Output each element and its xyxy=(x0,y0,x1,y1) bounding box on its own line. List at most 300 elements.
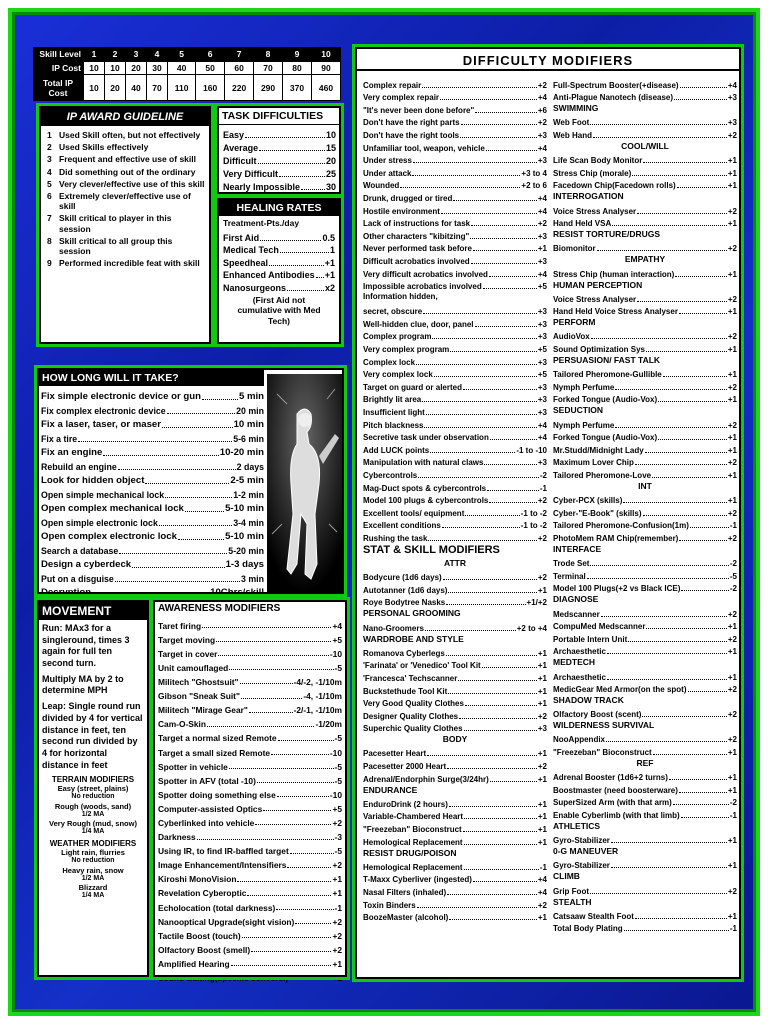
difficulty-modifier-name: Unfamiliar tool, weapon, vehicle xyxy=(363,143,485,153)
movement-panel xyxy=(37,600,149,977)
awareness-modifier-name: Militech "Ghostsuit" xyxy=(158,677,239,688)
awareness-modifier-value: +2 xyxy=(332,860,342,871)
difficulty-modifier-dots xyxy=(463,389,537,390)
difficulty-section-heading: ATHLETICS xyxy=(553,821,601,832)
difficulty-modifier-value: +5 xyxy=(537,370,547,380)
difficulty-modifier-value: +2 xyxy=(727,609,737,619)
ip-award-list xyxy=(41,126,209,268)
difficulty-modifier-row xyxy=(363,582,547,595)
difficulty-modifier-row xyxy=(363,897,547,910)
difficulty-modifier-dots xyxy=(673,804,729,805)
difficulty-modifier-value: +1 xyxy=(727,785,737,795)
awareness-modifier-value: -10 xyxy=(329,747,342,758)
difficulty-modifier-value: +1 xyxy=(537,825,547,835)
awareness-modifier-name: Tactile Boost (touch) xyxy=(158,930,241,941)
difficulty-modifier-dots xyxy=(463,831,537,832)
terrain-modifier-name: Very Rough (mud, snow) xyxy=(49,819,137,829)
difficulty-modifier-value: +1 xyxy=(727,672,737,682)
ip-award-text: Did something out of the ordinary xyxy=(59,166,196,177)
how-long-dots xyxy=(78,441,232,442)
difficulty-modifier-name: Autotanner (1d6 days) xyxy=(363,585,448,595)
healing-rates-note: (First Aid not cumulative with Med Tech) xyxy=(237,294,321,326)
awareness-modifier-value: +1 xyxy=(332,874,342,885)
how-long-row xyxy=(41,570,264,584)
difficulty-modifier-row xyxy=(553,165,737,178)
ip-award-num: 7 xyxy=(47,213,52,224)
difficulty-modifier-name: Roye Bodytree Nasks xyxy=(363,598,446,608)
difficulty-modifier-value: +3 xyxy=(537,231,547,241)
task-difficulties-list xyxy=(219,125,339,192)
how-long-row xyxy=(41,556,264,570)
skill-table-cell: 220 xyxy=(225,75,254,101)
difficulty-modifier-value: +2 xyxy=(727,294,737,304)
difficulty-modifier-name: Other characters "kibitzing" xyxy=(363,231,470,241)
skill-table-cell: 110 xyxy=(168,75,196,101)
ip-award-text: Very clever/effective use of this skill xyxy=(59,178,205,189)
difficulty-modifier-name: "It's never been done before" xyxy=(363,105,475,115)
difficulty-modifier-dots xyxy=(489,502,537,503)
how-long-dots xyxy=(118,469,236,470)
difficulty-modifier-name: Romanova Cyberlegs xyxy=(363,648,445,658)
difficulty-modifier-value: +1 xyxy=(727,836,737,846)
difficulty-modifier-row xyxy=(553,732,737,745)
healing-rates-header: Treatment-Pts./day xyxy=(223,218,300,228)
difficulty-modifier-row xyxy=(363,203,547,216)
ip-award-num: 8 xyxy=(47,235,52,246)
difficulty-modifier-value: +2 xyxy=(727,332,737,342)
difficulty-modifier-row xyxy=(363,392,547,405)
difficulty-modifier-name: Olfactory Boost (scent) xyxy=(553,710,642,720)
difficulty-modifier-name: Excellent tools/ equipment xyxy=(363,508,465,518)
how-long-row xyxy=(41,388,264,402)
difficulty-modifier-value: +3 xyxy=(537,332,547,342)
how-long-dots xyxy=(165,497,232,498)
difficulty-modifier-row xyxy=(363,771,547,784)
difficulty-modifier-name: Very Good Quality Clothes xyxy=(363,699,464,709)
healing-rate-name: First Aid xyxy=(223,232,260,243)
difficulty-modifier-row xyxy=(363,746,547,759)
difficulty-modifier-value: -2 xyxy=(729,798,737,808)
difficulty-column-left xyxy=(363,77,547,922)
difficulty-modifier-dots xyxy=(465,705,537,706)
awareness-modifier-row xyxy=(158,884,342,898)
ip-award-text: Skill critical to all group this session xyxy=(59,235,173,256)
difficulty-modifier-value: +1 xyxy=(727,269,737,279)
difficulty-modifier-row xyxy=(363,241,547,254)
difficulty-modifier-row xyxy=(553,530,737,543)
difficulty-modifier-dots xyxy=(413,162,537,163)
difficulty-modifier-row xyxy=(363,708,547,721)
difficulty-modifier-dots xyxy=(611,842,727,843)
difficulty-modifier-dots xyxy=(658,401,727,402)
ip-award-num: 4 xyxy=(47,166,52,177)
awareness-modifier-value: +2 xyxy=(332,818,342,828)
difficulty-modifier-name: Cybercontrols xyxy=(363,471,418,480)
difficulty-modifier-row xyxy=(363,884,547,897)
awareness-modifier-row xyxy=(158,827,342,841)
difficulty-modifier-row xyxy=(363,266,547,279)
difficulty-modifier-name: Hostile environment xyxy=(363,206,440,216)
task-difficulty-value: 15 xyxy=(325,143,336,153)
ip-award-num: 5 xyxy=(47,178,52,189)
skill-table-cell: 3 xyxy=(126,48,147,62)
difficulty-modifier-name: Life Scan Body Monitor xyxy=(553,156,643,166)
difficulty-modifier-dots xyxy=(680,87,727,88)
difficulty-modifier-row xyxy=(363,253,547,266)
ip-award-panel xyxy=(39,106,211,344)
difficulty-modifier-value: +1 xyxy=(727,370,737,380)
difficulty-modifier-dots xyxy=(460,137,537,138)
difficulty-modifier-value: +3 xyxy=(727,93,737,103)
awareness-modifier-row xyxy=(158,926,342,940)
difficulty-modifier-name: Brightly lit area xyxy=(363,395,422,405)
difficulty-modifier-row xyxy=(553,744,737,757)
awareness-modifier-row xyxy=(158,870,342,884)
difficulty-modifier-name: Rushing the task xyxy=(363,533,428,543)
awareness-modifier-name: Spotter in AFV (total -10) xyxy=(158,775,256,786)
difficulty-modifier-value: +3 xyxy=(537,395,547,405)
healing-rate-dots xyxy=(260,240,321,241)
difficulty-modifier-row xyxy=(363,341,547,354)
skill-table-cell: 2 xyxy=(105,48,126,62)
difficulty-modifier-dots xyxy=(486,150,537,151)
difficulty-section-heading: MEDTECH xyxy=(553,657,596,668)
how-long-name: Open simple electronic lock xyxy=(41,518,158,529)
difficulty-modifier-row xyxy=(363,77,547,90)
skill-table-cell: 460 xyxy=(311,75,340,101)
difficulty-modifier-name: "Freezeban" Bioconstruct xyxy=(553,748,652,758)
how-long-panel xyxy=(37,368,344,599)
how-long-dots xyxy=(202,399,238,400)
difficulty-modifier-name: Complex repair xyxy=(363,80,422,90)
awareness-modifier-row xyxy=(158,757,342,771)
difficulty-modifier-dots xyxy=(428,540,536,541)
difficulty-modifier-name: Well-hidden clue, door, panel xyxy=(363,319,474,329)
difficulty-modifier-name: Full-Spectrum Booster(+disease) xyxy=(553,80,679,90)
awareness-modifier-value: +2 xyxy=(332,930,342,941)
awareness-modifier-row xyxy=(158,630,342,644)
how-long-value: 10-20 min xyxy=(219,447,264,459)
difficulty-modifier-dots xyxy=(425,630,516,631)
difficulty-modifier-name: MedicGear Med Armor(on the spot) xyxy=(553,685,687,695)
difficulty-modifier-value: +1 xyxy=(727,156,737,166)
difficulty-modifier-row xyxy=(553,216,737,229)
difficulty-modifier-name: Grip Foot xyxy=(553,886,589,896)
difficulty-section-heading: CLIMB xyxy=(553,871,580,882)
how-long-dots xyxy=(145,483,229,484)
how-long-row xyxy=(41,528,264,542)
difficulty-modifier-name: Pitch blackness xyxy=(363,420,424,430)
difficulty-modifier-row xyxy=(363,115,547,128)
difficulty-modifier-name: Model 100 Plugs(+2 vs Black ICE) xyxy=(553,584,681,594)
difficulty-modifier-value: +2 xyxy=(727,685,737,695)
difficulty-modifier-name: Terminal xyxy=(553,571,586,581)
awareness-modifier-value: +2 xyxy=(332,916,342,927)
skill-table-row xyxy=(34,61,341,75)
difficulty-modifier-row xyxy=(363,140,547,153)
healing-rates-panel xyxy=(217,198,341,344)
difficulty-modifier-row xyxy=(553,304,737,317)
difficulty-modifier-name: Add LUCK points xyxy=(363,445,430,455)
difficulty-modifier-dots xyxy=(607,679,727,680)
how-long-value: 3-4 min xyxy=(233,518,264,529)
difficulty-section-heading: INTERFACE xyxy=(553,543,602,554)
difficulty-modifier-row xyxy=(363,442,547,455)
difficulty-modifier-value: +4 xyxy=(537,420,547,430)
difficulty-modifier-dots xyxy=(416,364,537,365)
difficulty-modifier-name: 'Francesca' Techscanner xyxy=(363,673,458,683)
awareness-modifier-dots xyxy=(241,698,302,699)
awareness-modifier-value: +2 xyxy=(332,973,342,984)
difficulty-modifier-dots xyxy=(448,693,537,694)
difficulty-modifier-value: +1 xyxy=(537,699,547,709)
healing-rate-row xyxy=(223,280,335,293)
how-long-dots xyxy=(167,413,235,414)
difficulty-modifier-dots xyxy=(423,313,537,314)
difficulty-modifier-row xyxy=(553,467,737,480)
difficulty-modifier-row xyxy=(553,266,737,279)
difficulty-modifier-row xyxy=(553,883,737,896)
cyberpunk-figure-image xyxy=(267,374,342,592)
difficulty-modifier-row xyxy=(363,570,547,583)
awareness-modifier-dots xyxy=(240,683,293,684)
difficulty-modifier-row xyxy=(363,670,547,683)
difficulty-modifier-value: +1 xyxy=(537,244,547,254)
skill-table-cell: 40 xyxy=(168,61,196,75)
difficulty-modifier-row xyxy=(363,658,547,671)
difficulty-section-heading: PERSUASION/ FAST TALK xyxy=(553,355,661,366)
task-difficulty-row xyxy=(223,127,336,140)
difficulty-modifier-row xyxy=(363,859,547,872)
weather-modifiers-title: WEATHER MODIFIERS xyxy=(49,839,137,849)
ip-award-item xyxy=(47,142,205,152)
weather-modifier-value: 1/4 MA xyxy=(81,892,105,900)
awareness-modifier-dots xyxy=(197,839,334,840)
task-difficulty-row xyxy=(223,140,336,153)
difficulty-modifier-row xyxy=(553,518,737,531)
difficulty-modifier-name: Pacesetter 2000 Heart xyxy=(363,762,447,772)
difficulty-modifier-dots xyxy=(590,124,727,125)
difficulty-modifier-row xyxy=(553,291,737,304)
skill-table-cell: 10 xyxy=(105,61,126,75)
healing-rate-dots xyxy=(269,265,324,266)
difficulty-modifier-value: +1 xyxy=(727,622,737,632)
difficulty-modifier-value: +1 xyxy=(537,648,547,658)
ip-award-num: 1 xyxy=(47,130,52,140)
difficulty-modifier-value: -2 xyxy=(729,584,737,594)
difficulty-modifier-row xyxy=(553,430,737,443)
difficulty-modifier-value: +2 xyxy=(727,382,737,392)
task-difficulty-value: 30 xyxy=(325,182,336,192)
awareness-modifier-name: Gibson "Sneak Suit" xyxy=(158,691,240,702)
difficulty-modifier-value: +5 xyxy=(537,345,547,355)
difficulty-section-heading: PERSONAL GROOMING xyxy=(363,608,461,619)
difficulty-modifier-dots xyxy=(674,99,727,100)
healing-rate-row xyxy=(223,243,335,256)
difficulty-modifier-value: +2 to +4 xyxy=(516,623,547,633)
awareness-modifier-row xyxy=(158,813,342,827)
difficulty-modifier-row xyxy=(553,556,737,569)
difficulty-modifier-row xyxy=(363,872,547,885)
awareness-modifier-value: +2 xyxy=(332,944,342,955)
difficulty-modifier-value: +3 to 4 xyxy=(521,168,547,178)
difficulty-modifier-name: Nasal Filters (inhaled) xyxy=(363,888,447,897)
awareness-modifier-value: -10 xyxy=(329,789,342,800)
difficulty-modifier-name: Hemological Replacement xyxy=(363,837,463,847)
difficulty-modifier-row xyxy=(363,796,547,809)
awareness-modifier-name: Sound Editing(specific convers.) xyxy=(158,973,289,984)
difficulty-modifier-row xyxy=(553,367,737,380)
difficulty-modifier-name: Web Foot xyxy=(553,118,590,128)
difficulty-modifier-value: +1 xyxy=(727,345,737,355)
awareness-modifier-dots xyxy=(263,810,331,811)
difficulty-modifier-name: Superchic Quality Clothes xyxy=(363,724,463,734)
difficulty-modifier-name: Tailored Pheromone-Love xyxy=(553,471,652,480)
difficulty-modifier-value: +4 xyxy=(537,206,547,216)
difficulty-modifier-row xyxy=(553,417,737,430)
awareness-modifier-name: Target a small sized Remote xyxy=(158,747,271,758)
difficulty-modifier-value: +1 xyxy=(727,496,737,506)
awareness-modifier-name: Cam-O-Skin xyxy=(158,719,206,730)
difficulty-modifier-dots xyxy=(412,175,520,176)
terrain-modifier-value: 1/4 MA xyxy=(81,828,105,836)
difficulty-modifier-value: +1 xyxy=(537,749,547,759)
difficulty-modifier-dots xyxy=(489,276,537,277)
difficulty-modifier-value: -1 xyxy=(729,811,737,821)
difficulty-category-heading: INT xyxy=(638,481,652,491)
difficulty-modifier-row xyxy=(553,631,737,644)
awareness-modifier-value: +4 xyxy=(332,620,342,631)
difficulty-modifier-value: +3 xyxy=(537,458,547,468)
skill-table-label: Total IP Cost xyxy=(34,75,84,101)
how-long-name: Rebuild an engine xyxy=(41,462,117,473)
task-difficulty-dots xyxy=(279,176,325,177)
awareness-modifier-dots xyxy=(202,627,331,628)
difficulty-modifier-value: +1 xyxy=(727,445,737,455)
difficulty-modifier-name: Web Hand xyxy=(553,130,592,140)
skill-table-cell: 9 xyxy=(283,48,312,62)
healing-rate-row xyxy=(223,230,335,243)
how-long-value: 1-2 min xyxy=(233,490,264,501)
difficulty-modifier-name: Don't have the right tools xyxy=(363,130,460,140)
difficulty-modifier-dots xyxy=(612,225,727,226)
difficulty-modifier-dots xyxy=(601,616,727,617)
difficulty-modifier-dots xyxy=(440,99,537,100)
difficulty-modifier-value: +1 xyxy=(727,433,737,443)
difficulty-modifier-name: NooAppendix xyxy=(553,735,605,745)
difficulty-modifier-dots xyxy=(441,213,537,214)
how-long-row xyxy=(41,584,264,598)
awareness-modifier-row xyxy=(158,715,342,729)
difficulty-modifier-dots xyxy=(607,653,727,654)
difficulty-modifier-dots xyxy=(464,818,537,819)
difficulty-modifiers-title: DIFFICULTY MODIFIERS xyxy=(357,49,739,71)
skill-table-cell: 20 xyxy=(105,75,126,101)
difficulty-modifier-value: +1 xyxy=(727,748,737,758)
difficulty-modifier-dots xyxy=(418,477,539,478)
how-long-value: 2 days xyxy=(236,462,264,473)
difficulty-modifier-name: Model 100 plugs & cybercontrols xyxy=(363,496,489,506)
ip-award-item xyxy=(47,167,205,177)
skill-table-cell: 90 xyxy=(311,61,340,75)
movement-text xyxy=(39,620,147,771)
awareness-modifier-dots xyxy=(277,796,329,797)
difficulty-section-heading: WILDERNESS SURVIVAL xyxy=(553,720,655,731)
difficulty-modifier-dots xyxy=(426,414,537,415)
awareness-modifier-name: Cyberlinked into vehicle xyxy=(158,818,255,828)
how-long-row xyxy=(41,472,264,486)
difficulty-modifier-row xyxy=(553,90,737,103)
difficulty-modifier-name: Forked Tongue (Audio-Vox) xyxy=(553,395,658,405)
difficulty-modifier-name: Very complex program xyxy=(363,345,450,355)
skill-table-cell: 60 xyxy=(225,61,254,75)
stat-skill-modifiers-heading: STAT & SKILL MODIFIERS xyxy=(363,543,500,556)
how-long-name: Open complex mechanical lock xyxy=(41,503,184,515)
awareness-modifier-name: Computer-assisted Optics xyxy=(158,803,263,814)
difficulty-modifier-row xyxy=(363,518,547,531)
difficulty-modifier-value: +1 xyxy=(727,471,737,480)
weather-modifier-value: No reduction xyxy=(71,857,115,865)
how-long-dots xyxy=(92,595,209,596)
awareness-modifier-dots xyxy=(207,726,315,727)
how-long-dots xyxy=(159,525,232,526)
difficulty-modifier-value: -1 to -2 xyxy=(520,521,547,531)
difficulty-modifier-name: Bodycure (1d6 days) xyxy=(363,573,442,583)
awareness-modifier-dots xyxy=(295,923,331,924)
how-long-name: Search a database xyxy=(41,546,119,557)
difficulty-modifier-row xyxy=(363,809,547,822)
difficulty-column-right xyxy=(553,77,737,933)
difficulty-section-heading: WARDROBE AND STYLE xyxy=(363,633,464,644)
skill-table-cell: 10 xyxy=(311,48,340,62)
difficulty-modifier-value: +2 xyxy=(727,886,737,896)
awareness-modifier-name: Unit camouflaged xyxy=(158,662,229,673)
awareness-modifier-value: -5 xyxy=(334,846,342,857)
awareness-modifier-name: Target a normal sized Remote xyxy=(158,733,277,744)
difficulty-modifier-value: +1 xyxy=(727,307,737,317)
difficulty-modifier-value: +4 xyxy=(537,143,547,153)
awareness-modifier-row xyxy=(158,701,342,715)
healing-rate-name: Nanosurgeons xyxy=(223,282,287,293)
skill-level-table-panel xyxy=(33,47,341,101)
difficulty-modifier-dots xyxy=(417,907,537,908)
difficulty-modifier-value: -1 xyxy=(539,862,547,872)
skill-table-label: IP Cost xyxy=(34,61,84,75)
awareness-modifier-name: Revelation Cyberoptic xyxy=(158,888,247,899)
difficulty-section-heading: STEALTH xyxy=(553,896,592,907)
difficulty-modifier-value: +4 xyxy=(537,433,547,443)
difficulty-section-heading: HUMAN PERCEPTION xyxy=(553,279,643,290)
healing-rate-value: +1 xyxy=(324,270,335,280)
awareness-modifier-name: Echolocation (total darkness) xyxy=(158,902,276,913)
healing-rate-value: 1 xyxy=(329,245,335,255)
difficulty-modifier-dots xyxy=(637,213,727,214)
difficulty-modifier-name: Nano-Groomers xyxy=(363,623,424,633)
difficulty-modifier-value: +2 xyxy=(727,130,737,140)
difficulty-modifier-name: Don't have the right parts xyxy=(363,118,460,128)
task-difficulty-dots xyxy=(259,150,325,151)
difficulty-modifier-value: -1 xyxy=(539,483,547,493)
difficulty-modifier-name: SuperSized Arm (with that arm) xyxy=(553,798,672,808)
difficulty-modifier-row xyxy=(553,619,737,632)
awareness-modifier-row xyxy=(158,672,342,686)
awareness-modifier-name: Taret firing xyxy=(158,620,202,631)
how-long-row xyxy=(41,542,264,556)
difficulty-modifier-dots xyxy=(449,806,537,807)
awareness-modifier-dots xyxy=(290,853,334,854)
awareness-modifier-name: Olfactory Boost (smell) xyxy=(158,944,251,955)
difficulty-category-heading: BODY xyxy=(442,734,468,745)
